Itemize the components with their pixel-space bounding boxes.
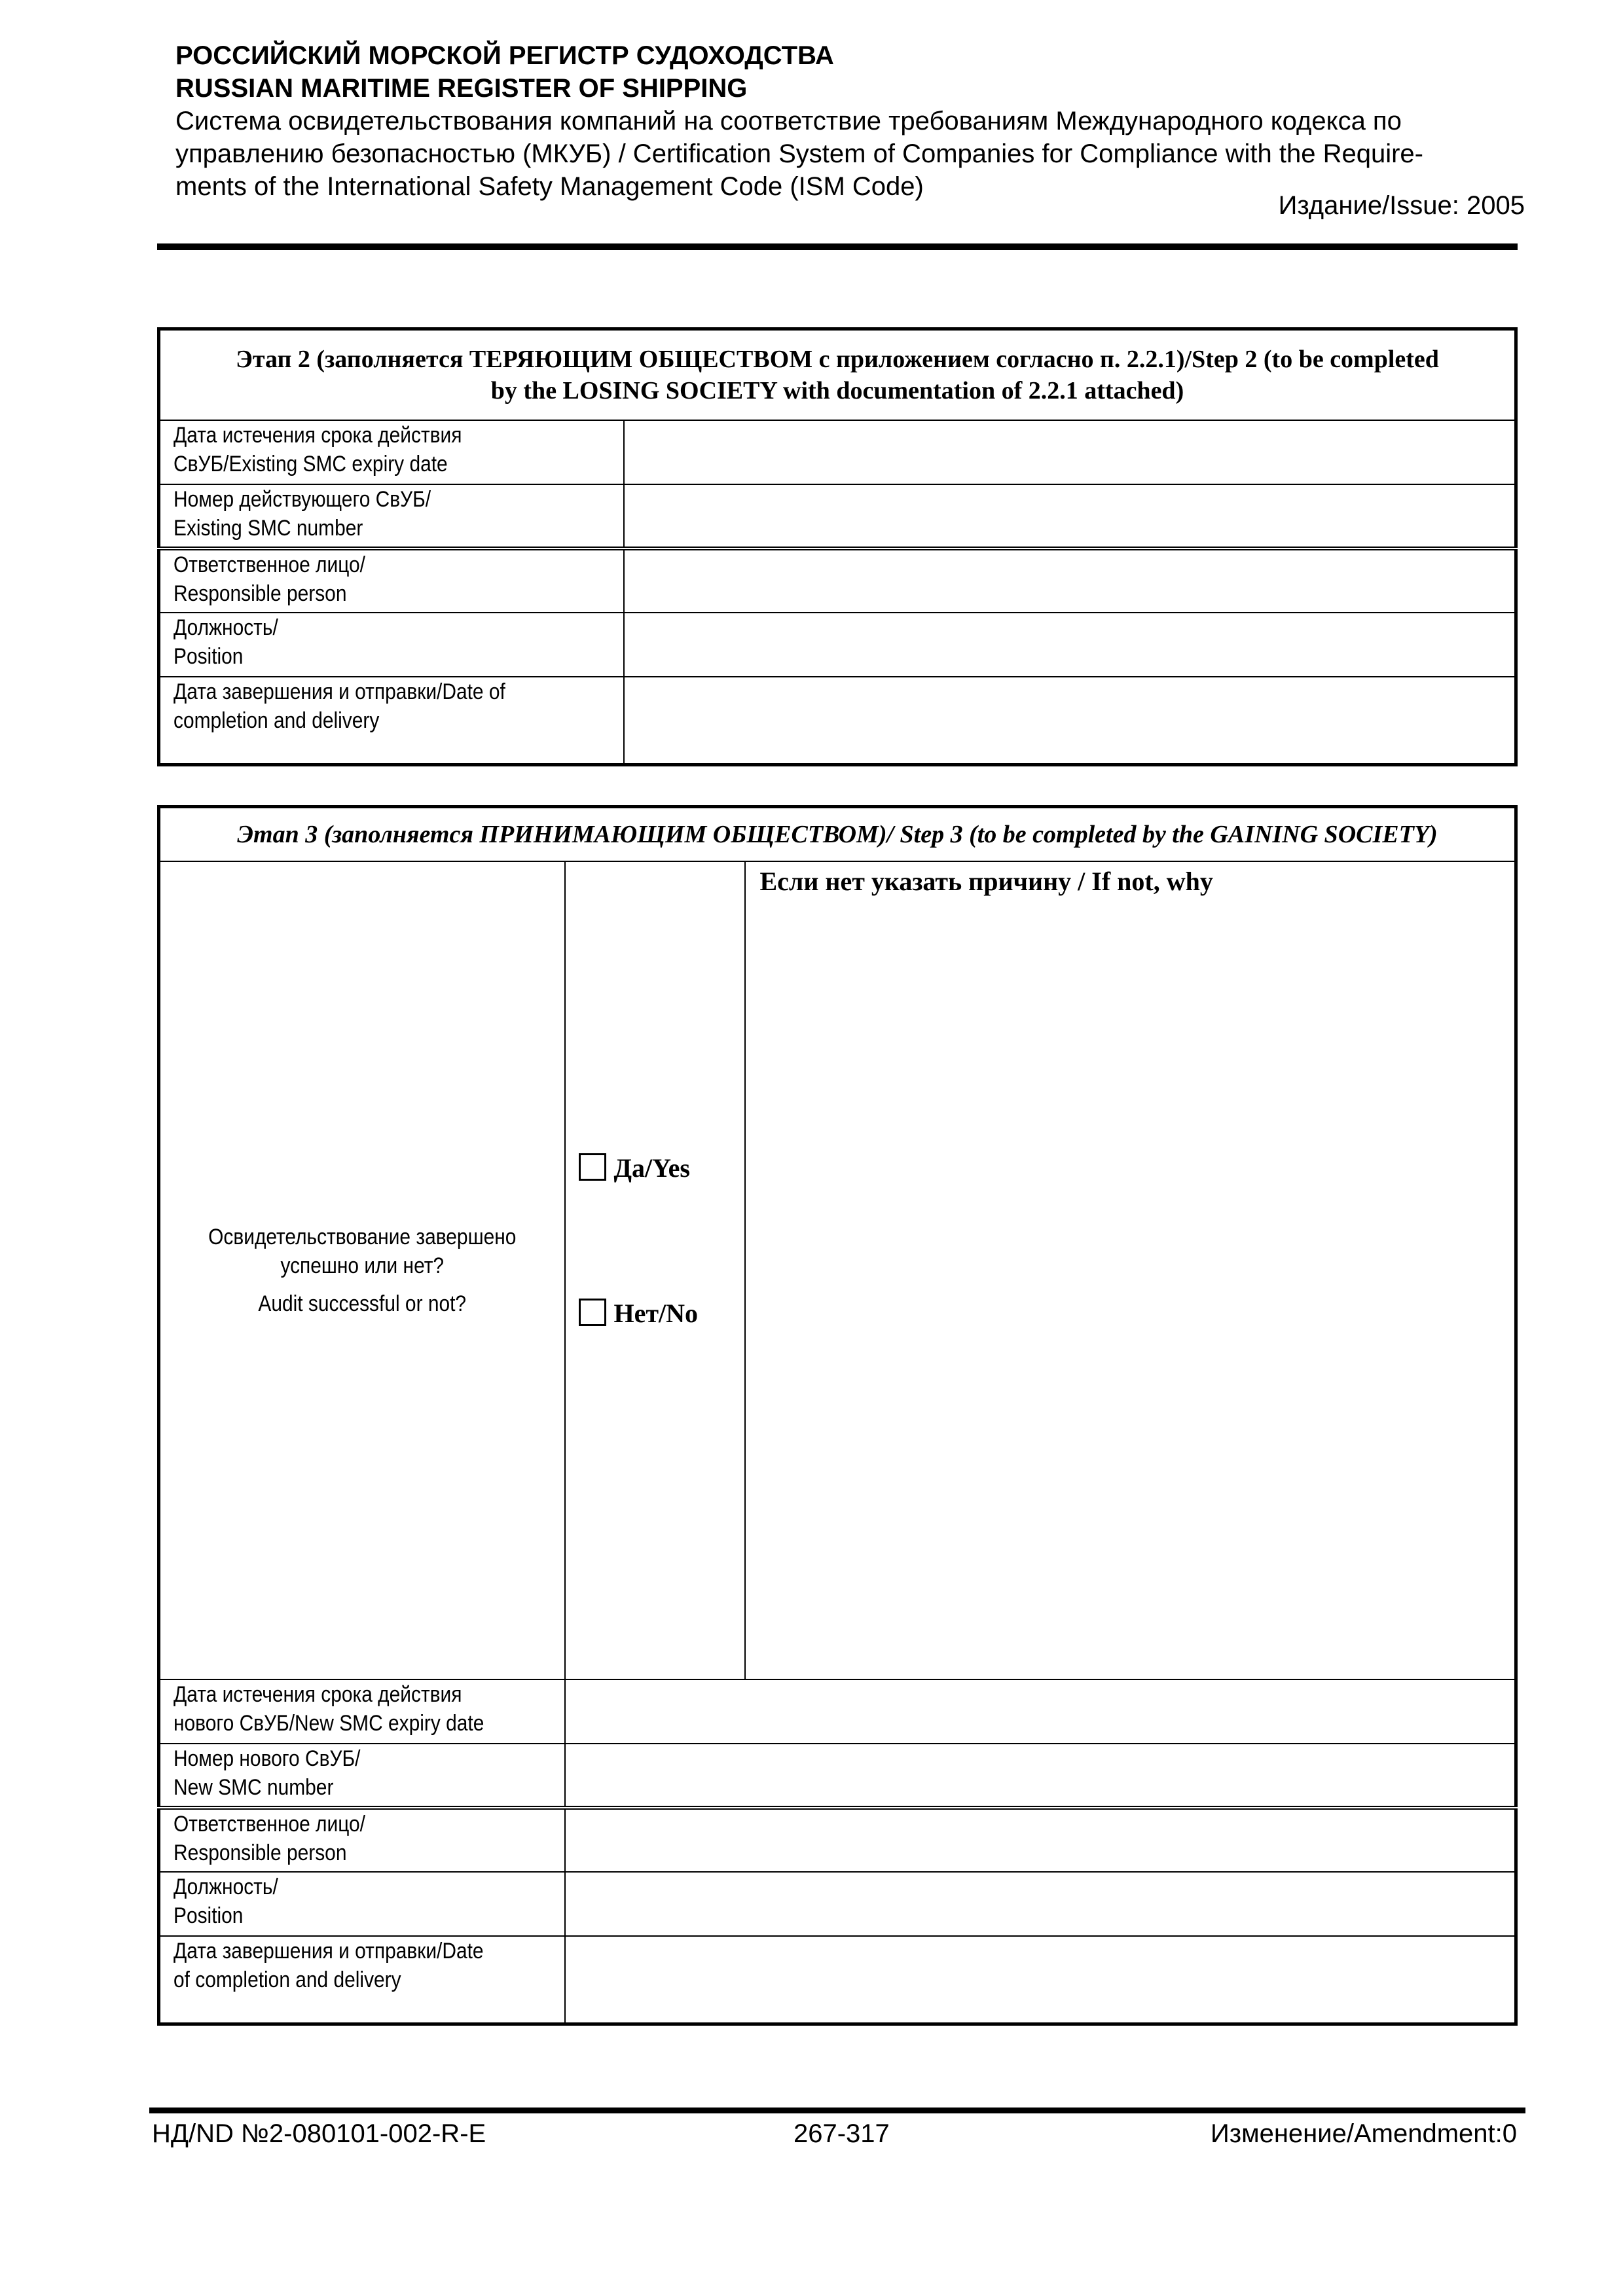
- reason-field[interactable]: [745, 861, 1516, 1679]
- step2-title: [159, 329, 1516, 421]
- no-checkbox[interactable]: [579, 1299, 606, 1326]
- footer-divider: [149, 2108, 1525, 2113]
- issue-label: Издание/Issue: 2005: [1278, 191, 1525, 220]
- header-subtitle-line3: ments of the International Safety Management Code (ISM Code): [175, 172, 924, 201]
- step2-label-date: Дата завершения и отправки/Date of completion and delivery: [159, 677, 624, 764]
- document-header: [175, 39, 1524, 203]
- step3-field-number[interactable]: [565, 1744, 1516, 1808]
- reason-label: Если нет указать причину / If not, why: [759, 867, 1213, 896]
- step2-field-number[interactable]: [624, 484, 1516, 548]
- step2-label-expiry: Дата истечения срока действия СвУБ/Existing SMC expiry date: [159, 420, 624, 484]
- header-title-ru: РОССИЙСКИЙ МОРСКОЙ РЕГИСТР СУДОХОДСТВА: [175, 41, 834, 70]
- step2-label-position: Должность/ Position: [159, 613, 624, 677]
- step2-field-position[interactable]: [624, 613, 1516, 677]
- audit-question-cell: [159, 861, 565, 1679]
- step2-label-number: Номер действующего СвУБ/ Existing SMC number: [159, 484, 624, 548]
- yes-option[interactable]: [579, 1153, 744, 1183]
- step2-label-person: Ответственное лицо/ Responsible person: [159, 548, 624, 613]
- step3-label-number: Номер нового СвУБ/ New SMC number: [159, 1744, 565, 1808]
- step3-title: Этап 3 (заполняется ПРИНИМАЮЩИМ ОБЩЕСТВОМ)/ Step 3 (to be completed by the GAINING SOCIETY): [159, 807, 1516, 862]
- step3-label-person: Ответственное лицо/ Responsible person: [159, 1808, 565, 1872]
- header-subtitle-line1: Система освидетельствования компаний на соответствие требованиям Международного кодекса по: [175, 107, 1402, 135]
- step3-field-person[interactable]: [565, 1808, 1516, 1872]
- step3-label-date: Дата завершения и отправки/Date of completion and delivery: [159, 1936, 565, 2024]
- step2-title-line1: Этап 2 (заполняется ТЕРЯЮЩИМ ОБЩЕСТВОМ с приложением согласно п. 2.2.1)/Step 2 (to be completed: [236, 346, 1439, 373]
- no-option[interactable]: [579, 1299, 744, 1329]
- header-subtitle-line2: управлению безопасностью (МКУБ) / Certification System of Companies for Compliance with the Require-: [175, 139, 1423, 168]
- step2-title-line2: by the LOSING SOCIETY with documentation of 2.2.1 attached): [490, 377, 1184, 404]
- audit-question-en: Audit successful or not?: [258, 1291, 467, 1316]
- step2-field-date[interactable]: [624, 677, 1516, 764]
- step3-table: [157, 805, 1518, 2026]
- footer-amendment: Изменение/Amendment:0: [1211, 2119, 1517, 2148]
- step2-table: [157, 327, 1518, 766]
- step2-field-person[interactable]: [624, 548, 1516, 613]
- step3-field-date[interactable]: [565, 1936, 1516, 2024]
- step3-label-position: Должность/ Position: [159, 1872, 565, 1936]
- step3-label-expiry: Дата истечения срока действия нового СвУБ/New SMC expiry date: [159, 1679, 565, 1744]
- step2-field-expiry[interactable]: [624, 420, 1516, 484]
- audit-question-ru: Освидетельствование завершено успешно или нет?: [208, 1225, 517, 1278]
- no-label: Нет/No: [613, 1299, 699, 1328]
- step3-field-expiry[interactable]: [565, 1679, 1516, 1744]
- footer-page-number: 267-317: [793, 2119, 890, 2148]
- audit-options-cell: [565, 861, 745, 1679]
- footer-doc-number: НД/ND №2-080101-002-R-E: [152, 2119, 486, 2148]
- step3-field-position[interactable]: [565, 1872, 1516, 1936]
- yes-checkbox[interactable]: [579, 1153, 606, 1181]
- header-divider: [157, 243, 1518, 250]
- header-title-en: RUSSIAN MARITIME REGISTER OF SHIPPING: [175, 74, 748, 103]
- yes-label: Да/Yes: [613, 1153, 690, 1183]
